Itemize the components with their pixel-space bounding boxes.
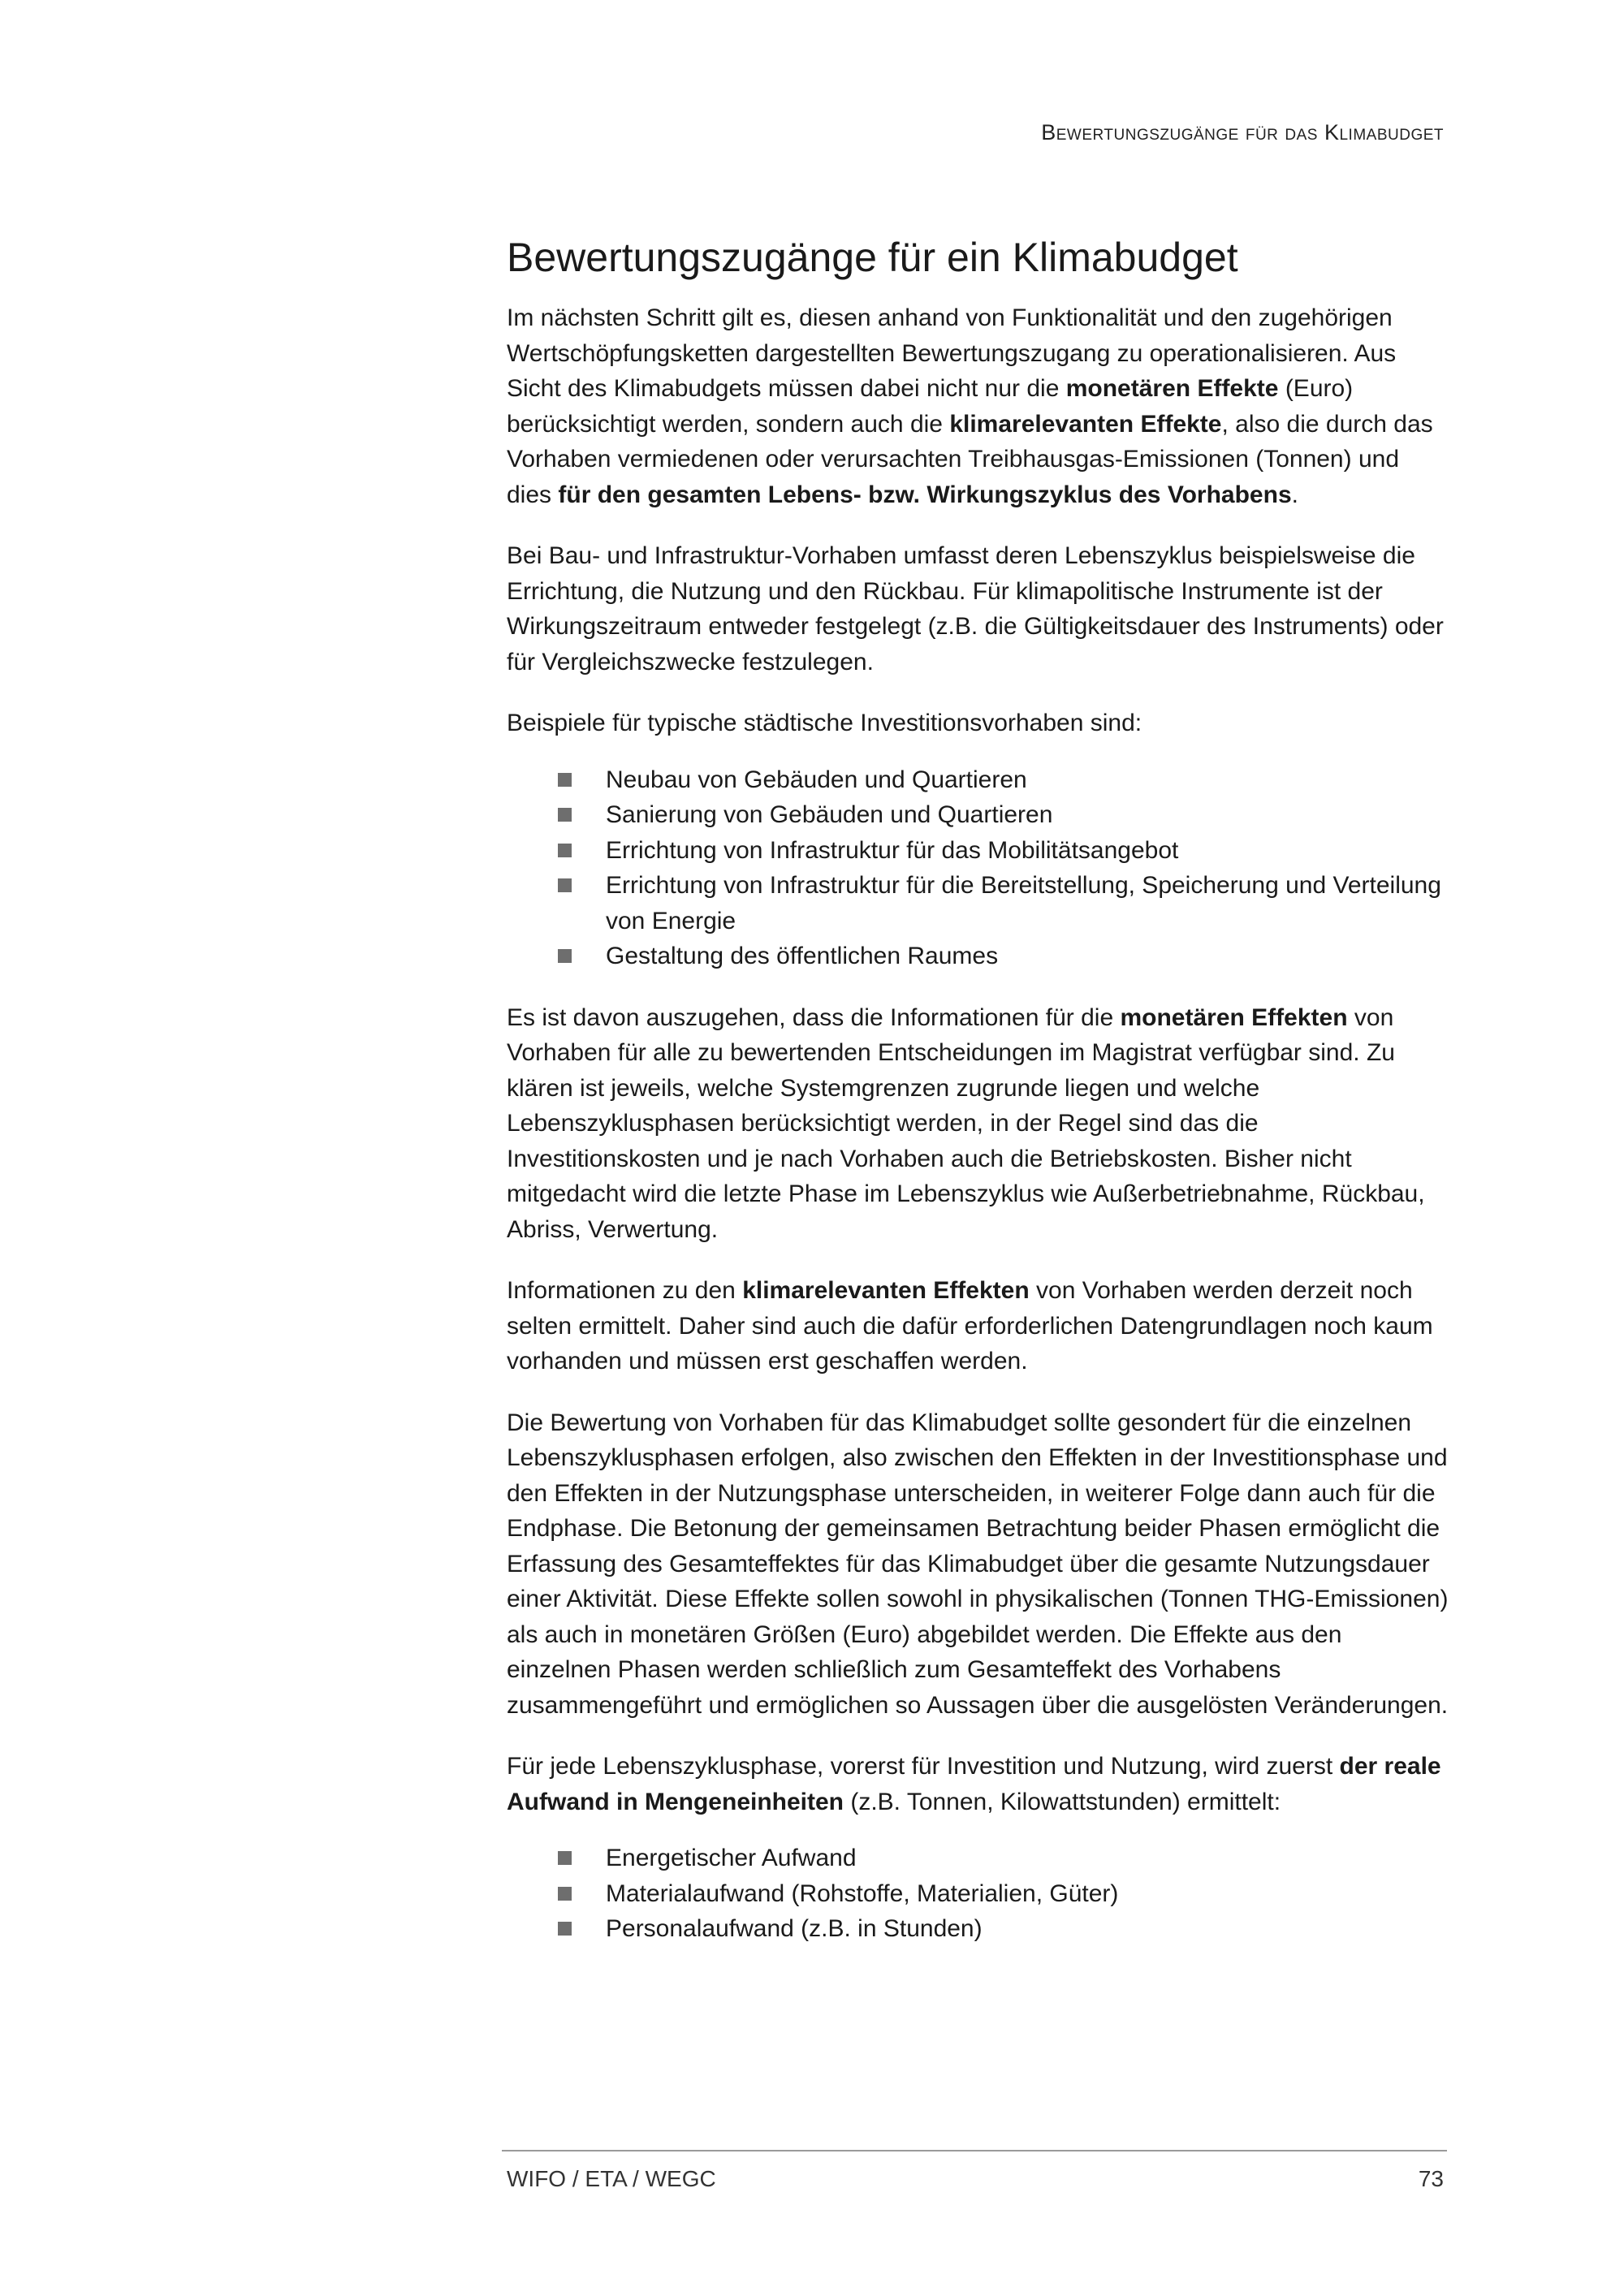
list-item: Personalaufwand (z.B. in Stunden) — [507, 1911, 1450, 1947]
bold-phrase: monetären Effekten — [1120, 1003, 1348, 1031]
list-item: Errichtung von Infrastruktur für die Bereitstellung, Speicherung und Verteilung von Energie — [507, 868, 1450, 939]
square-bullet-icon — [558, 1887, 572, 1901]
list-item: Sanierung von Gebäuden und Quartieren — [507, 797, 1450, 833]
bold-phrase: der reale Aufwand in Mengeneinheiten — [507, 1753, 1441, 1815]
investment-examples-list — [507, 762, 1449, 974]
paragraph-3: Beispiele für typische städtische Investitionsvorhaben sind: — [507, 710, 1142, 736]
section-title: Bewertungszugänge für ein Klimabudget — [507, 235, 1238, 280]
square-bullet-icon — [558, 1922, 572, 1936]
square-bullet-icon — [558, 808, 572, 822]
paragraph-7: Für jede Lebenszyklusphase, vorerst für Investition und Nutzung, wird zuerst der reale Aufwand in Mengeneinheiten (z.B. Tonnen, Kilowattstunden) ermittelt: — [507, 1753, 1441, 1815]
bold-phrase: für den gesamten Lebens- bzw. Wirkungszyklus des Vorhabens — [558, 481, 1292, 508]
list-item: Energetischer Aufwand — [507, 1841, 1450, 1876]
paragraph-4: Es ist davon auszugehen, dass die Informationen für die monetären Effekten von Vorhaben für alle zu bewertenden Entscheidungen im Magistrat verfügbar sind. Zu klären ist jeweils, welche Systemgrenzen zugrunde liegen und welche Lebenszyklusphasen berücksichtigt werden, in der Regel sind das die Investitionskosten und je nach Vorhaben auch die Betriebskosten. Bisher nicht mitgedacht wird die letzte Phase im Lebenszyklus wie Außerbetriebnahme, Rückbau, Abriss, Verwertung. — [507, 1003, 1425, 1243]
bold-phrase: klimarelevanten Effekte — [949, 410, 1222, 438]
bold-phrase: monetären Effekte — [1065, 375, 1279, 402]
effort-types-list — [507, 1841, 1449, 1947]
list-item: Gestaltung des öffentlichen Raumes — [507, 939, 1450, 974]
paragraph-2: Bei Bau- und Infrastruktur-Vorhaben umfasst deren Lebenszyklus beispielsweise die Errichtung, die Nutzung und den Rückbau. Für klimapolitische Instrumente ist der Wirkungszeitraum entweder festgelegt (z.B. die Gültigkeitsdauer des Instruments) oder für Vergleichszwecke festzulegen. — [507, 542, 1444, 675]
square-bullet-icon — [558, 1851, 572, 1865]
paragraph-5: Informationen zu den klimarelevanten Effekten von Vorhaben werden derzeit noch selten ermittelt. Daher sind auch die dafür erforderlichen Datengrundlagen noch kaum vorhanden und müssen erst geschaffen werden. — [507, 1277, 1433, 1375]
list-item: Errichtung von Infrastruktur für das Mobilitätsangebot — [507, 833, 1450, 869]
paragraph-6: Die Bewertung von Vorhaben für das Klimabudget sollte gesondert für die einzelnen Lebenszyklusphasen erfolgen, also zwischen den Effekten in der Investitionsphase und den Effekten in der Nutzungsphase unterscheiden, in weiterer Folge dann auch für die Endphase. Die Betonung der gemeinsamen Betrachtung beider Phasen ermöglicht die Erfassung des Gesamteffektes für das Klimabudget über die gesamte Nutzungsdauer einer Aktivität. Diese Effekte sollen sowohl in physikalischen (Tonnen THG-Emissionen) als auch in monetären Größen (Euro) abgebildet werden. Die Effekte aus den einzelnen Phasen werden schließlich zum Gesamteffekt des Vorhabens zusammengeführt und ermöglichen so Aussagen über die ausgelösten Veränderungen. — [507, 1409, 1449, 1719]
page-number: 73 — [1418, 2166, 1444, 2191]
footer-source: WIFO / ETA / WEGC — [507, 2166, 716, 2191]
square-bullet-icon — [558, 844, 572, 857]
footer-divider — [502, 2150, 1447, 2151]
square-bullet-icon — [558, 878, 572, 892]
page-content — [507, 234, 1449, 1973]
square-bullet-icon — [558, 773, 572, 787]
bold-phrase: klimarelevanten Effekten — [742, 1277, 1030, 1304]
list-item: Materialaufwand (Rohstoffe, Materialien, Güter) — [507, 1876, 1450, 1912]
square-bullet-icon — [558, 949, 572, 963]
list-item: Neubau von Gebäuden und Quartieren — [507, 762, 1450, 798]
paragraph-1: Im nächsten Schritt gilt es, diesen anhand von Funktionalität und den zugehörigen Wertschöpfungsketten dargestellten Bewertungszugang zu operationalisieren. Aus Sicht des Klimabudgets müssen dabei nicht nur die monetären Effekte (Euro) berücksichtigt werden, sondern auch die klimarelevanten Effekte, also die durch das Vorhaben vermiedenen oder verursachten Treibhausgas-Emissionen (Tonnen) und dies für den gesamten Lebens- bzw. Wirkungszyklus des Vorhabens. — [507, 304, 1433, 508]
running-header: Bewertungszugänge für das Klimabudget — [1041, 120, 1444, 145]
